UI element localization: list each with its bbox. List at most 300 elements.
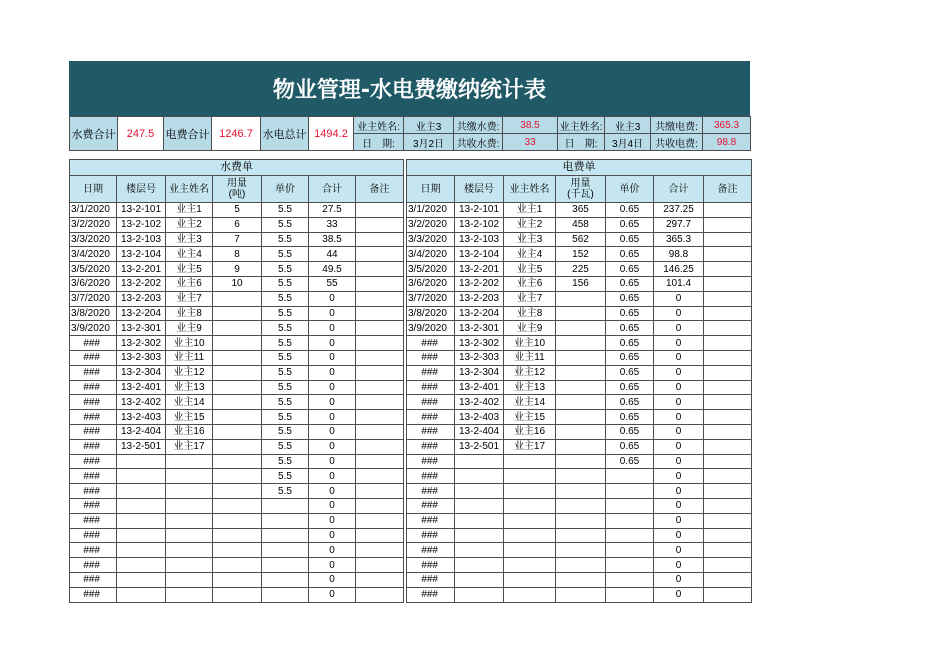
water-cell[interactable] [213,572,262,587]
electric-cell[interactable]: 0 [654,336,704,351]
electric-cell[interactable]: 98.8 [654,247,704,262]
electric-cell[interactable]: 0.65 [606,365,654,380]
electric-cell[interactable]: 13-2-103 [455,232,504,247]
water-cell[interactable]: 3/8/2020 [70,306,117,321]
water-cell[interactable]: 业主5 [166,262,213,277]
electric-cell[interactable]: 业主6 [504,276,556,291]
water-cell[interactable]: 8 [213,247,262,262]
electric-cell[interactable] [455,454,504,469]
electric-cell[interactable]: 13-2-101 [455,203,504,218]
electric-cell[interactable]: 0.65 [606,380,654,395]
electric-cell[interactable]: ### [407,528,455,543]
electric-cell[interactable]: 13-2-501 [455,439,504,454]
water-cell[interactable]: 业主15 [166,410,213,425]
electric-cell[interactable] [606,469,654,484]
water-cell[interactable]: 13-2-301 [117,321,166,336]
water-cell[interactable]: 业主16 [166,424,213,439]
water-cell[interactable]: 业主7 [166,291,213,306]
electric-cell[interactable]: 0 [654,321,704,336]
water-cell[interactable]: 13-2-304 [117,365,166,380]
water-cell[interactable]: ### [70,380,117,395]
electric-cell[interactable]: 0 [654,380,704,395]
water-cell[interactable]: 3/1/2020 [70,203,117,218]
water-cell[interactable]: 5.5 [262,262,309,277]
water-cell[interactable] [117,572,166,587]
electric-cell[interactable]: 3/4/2020 [407,247,455,262]
electric-cell[interactable]: 0 [654,454,704,469]
electric-cell[interactable]: 225 [556,262,606,277]
electric-cell[interactable]: 13-2-403 [455,410,504,425]
electric-cell[interactable]: 0 [654,513,704,528]
water-cell[interactable]: 0 [309,321,356,336]
electric-cell[interactable] [504,513,556,528]
electric-cell[interactable] [455,558,504,573]
water-cell[interactable] [356,380,404,395]
water-cell[interactable]: 5.5 [262,336,309,351]
water-cell[interactable] [117,469,166,484]
electric-cell[interactable] [704,469,752,484]
water-cell[interactable]: 业主4 [166,247,213,262]
water-cell[interactable] [356,306,404,321]
water-recv-value[interactable]: 33 [503,134,558,151]
water-cell[interactable] [356,558,404,573]
water-cell[interactable]: 6 [213,217,262,232]
electric-cell[interactable]: 3/3/2020 [407,232,455,247]
water-cell[interactable] [356,484,404,499]
electric-cell[interactable]: 业主2 [504,217,556,232]
electric-cell[interactable]: ### [407,543,455,558]
water-cell[interactable] [356,439,404,454]
water-cell[interactable]: 3/6/2020 [70,276,117,291]
water-cell[interactable]: 5.5 [262,365,309,380]
water-cell[interactable] [117,587,166,602]
water-cell[interactable] [213,469,262,484]
water-cell[interactable]: ### [70,484,117,499]
water-cell[interactable]: 5.5 [262,439,309,454]
water-cell[interactable]: 13-2-402 [117,395,166,410]
water-cell[interactable]: 49.5 [309,262,356,277]
electric-cell[interactable] [504,558,556,573]
electric-cell[interactable] [556,395,606,410]
water-cell[interactable]: 38.5 [309,232,356,247]
electric-cell[interactable] [606,513,654,528]
water-cell[interactable]: ### [70,543,117,558]
electric-cell[interactable]: 业主4 [504,247,556,262]
electric-cell[interactable]: 0 [654,469,704,484]
electric-cell[interactable]: 业主13 [504,380,556,395]
electric-cell[interactable] [556,469,606,484]
water-cell[interactable] [166,454,213,469]
electric-cell[interactable] [455,543,504,558]
electric-cell[interactable] [704,276,752,291]
electric-cell[interactable]: 152 [556,247,606,262]
water-cell[interactable]: 13-2-201 [117,262,166,277]
electric-cell[interactable] [455,498,504,513]
water-cell[interactable]: 0 [309,395,356,410]
electric-cell[interactable]: 13-2-304 [455,365,504,380]
water-cell[interactable]: 5.5 [262,217,309,232]
electric-cell[interactable] [704,365,752,380]
water-cell[interactable] [213,424,262,439]
electric-cell[interactable]: ### [407,365,455,380]
electric-cell[interactable] [704,395,752,410]
water-cell[interactable]: 13-2-103 [117,232,166,247]
water-cell[interactable] [117,543,166,558]
water-cell[interactable]: 13-2-303 [117,350,166,365]
electric-cell[interactable] [704,247,752,262]
electric-cell[interactable]: ### [407,410,455,425]
water-total-value[interactable]: 247.5 [118,117,164,151]
water-cell[interactable] [117,454,166,469]
water-cell[interactable]: 55 [309,276,356,291]
electric-cell[interactable]: 0.65 [606,439,654,454]
electric-cell[interactable] [504,587,556,602]
electric-cell[interactable]: 0.65 [606,336,654,351]
water-cell[interactable] [356,572,404,587]
water-cell[interactable]: 0 [309,513,356,528]
electric-cell[interactable]: 13-2-202 [455,276,504,291]
water-cell[interactable]: 5.5 [262,306,309,321]
electric-cell[interactable] [606,484,654,499]
water-cell[interactable]: ### [70,365,117,380]
water-cell[interactable] [356,395,404,410]
water-cell[interactable]: 3/2/2020 [70,217,117,232]
electric-cell[interactable]: 13-2-303 [455,350,504,365]
water-cell[interactable] [213,336,262,351]
electric-cell[interactable]: 3/7/2020 [407,291,455,306]
electric-cell[interactable]: ### [407,336,455,351]
water-cell[interactable] [213,498,262,513]
water-cell[interactable] [213,439,262,454]
electric-cell[interactable] [606,558,654,573]
electric-cell[interactable]: 297.7 [654,217,704,232]
water-cell[interactable] [213,543,262,558]
water-cell[interactable]: ### [70,558,117,573]
water-cell[interactable]: ### [70,572,117,587]
water-cell[interactable] [262,572,309,587]
water-cell[interactable] [213,410,262,425]
electric-cell[interactable]: 业主3 [504,232,556,247]
water-cell[interactable] [213,395,262,410]
electric-cell[interactable] [556,380,606,395]
electric-cell[interactable] [455,587,504,602]
electric-cell[interactable] [556,528,606,543]
water-cell[interactable] [356,513,404,528]
electric-cell[interactable] [606,572,654,587]
water-cell[interactable] [356,424,404,439]
water-cell[interactable] [262,498,309,513]
water-cell[interactable] [213,291,262,306]
electric-cell[interactable] [704,528,752,543]
water-cell[interactable]: 业主11 [166,350,213,365]
water-cell[interactable]: 44 [309,247,356,262]
electric-cell[interactable]: ### [407,395,455,410]
water-cell[interactable] [166,572,213,587]
electric-cell[interactable]: 365 [556,203,606,218]
electric-cell[interactable] [556,336,606,351]
electric-cell[interactable] [455,484,504,499]
water-cell[interactable] [117,513,166,528]
water-cell[interactable]: 5.5 [262,469,309,484]
electric-cell[interactable] [704,410,752,425]
electric-cell[interactable]: 458 [556,217,606,232]
water-cell[interactable]: 13-2-401 [117,380,166,395]
electric-cell[interactable]: 0.65 [606,276,654,291]
water-cell[interactable] [356,498,404,513]
water-cell[interactable]: 3/9/2020 [70,321,117,336]
electric-cell[interactable]: 0 [654,291,704,306]
electric-cell[interactable] [704,498,752,513]
water-cell[interactable] [356,528,404,543]
electric-cell[interactable]: 0.65 [606,247,654,262]
electric-cell[interactable]: ### [407,587,455,602]
electric-cell[interactable] [704,439,752,454]
water-cell[interactable] [356,262,404,277]
electric-cell[interactable]: ### [407,380,455,395]
electric-cell[interactable]: 3/2/2020 [407,217,455,232]
electric-cell[interactable]: 13-2-104 [455,247,504,262]
water-cell[interactable]: 0 [309,528,356,543]
electric-cell[interactable] [704,454,752,469]
electric-cell[interactable]: 562 [556,232,606,247]
electric-cell[interactable] [504,543,556,558]
electric-cell[interactable] [556,350,606,365]
water-cell[interactable]: 13-2-104 [117,247,166,262]
water-cell[interactable] [213,484,262,499]
electric-cell[interactable]: 0 [654,587,704,602]
water-cell[interactable]: 27.5 [309,203,356,218]
electric-cell[interactable] [556,306,606,321]
water-cell[interactable]: 5.5 [262,203,309,218]
water-cell[interactable] [166,587,213,602]
electric-cell[interactable]: 0 [654,484,704,499]
water-cell[interactable] [213,513,262,528]
water-cell[interactable]: 业主8 [166,306,213,321]
electric-cell[interactable]: 365.3 [654,232,704,247]
water-cell[interactable]: ### [70,336,117,351]
water-cell[interactable] [262,543,309,558]
water-cell[interactable] [117,484,166,499]
water-cell[interactable]: 0 [309,291,356,306]
water-cell[interactable]: 0 [309,587,356,602]
electric-cell[interactable]: 101.4 [654,276,704,291]
electric-cell[interactable]: 业主16 [504,424,556,439]
water-cell[interactable]: 0 [309,350,356,365]
electric-cell[interactable]: ### [407,513,455,528]
water-cell[interactable]: 0 [309,558,356,573]
electric-cell[interactable]: 业主11 [504,350,556,365]
water-cell[interactable] [356,321,404,336]
water-cell[interactable] [356,410,404,425]
water-cell[interactable]: 9 [213,262,262,277]
water-cell[interactable]: 5.5 [262,410,309,425]
water-cell[interactable] [356,276,404,291]
water-cell[interactable]: 5.5 [262,291,309,306]
electric-cell[interactable]: 0 [654,498,704,513]
water-cell[interactable]: ### [70,513,117,528]
water-cell[interactable] [213,587,262,602]
electric-cell[interactable]: 0 [654,306,704,321]
electric-cell[interactable] [704,232,752,247]
electric-cell[interactable] [504,498,556,513]
water-cell[interactable]: ### [70,395,117,410]
water-cell[interactable]: 0 [309,365,356,380]
water-cell[interactable] [213,454,262,469]
water-cell[interactable]: ### [70,350,117,365]
water-cell[interactable]: 13-2-403 [117,410,166,425]
water-cell[interactable]: 0 [309,306,356,321]
electric-cell[interactable]: ### [407,454,455,469]
water-cell[interactable] [356,543,404,558]
water-cell[interactable]: 13-2-501 [117,439,166,454]
water-cell[interactable]: 业主14 [166,395,213,410]
water-cell[interactable] [213,350,262,365]
electric-cell[interactable] [704,558,752,573]
electric-cell[interactable] [606,543,654,558]
water-paid-value[interactable]: 38.5 [503,117,558,134]
water-cell[interactable]: ### [70,469,117,484]
water-cell[interactable] [213,558,262,573]
electric-cell[interactable]: ### [407,484,455,499]
water-cell[interactable] [262,513,309,528]
elec-paid-value[interactable]: 365.3 [703,117,751,134]
water-cell[interactable]: ### [70,498,117,513]
water-cell[interactable] [117,528,166,543]
electric-cell[interactable]: 业主14 [504,395,556,410]
electric-cell[interactable]: 3/1/2020 [407,203,455,218]
electric-cell[interactable]: 0 [654,528,704,543]
electric-cell[interactable]: ### [407,498,455,513]
electric-cell[interactable]: 业主1 [504,203,556,218]
electric-cell[interactable]: 13-2-201 [455,262,504,277]
electric-cell[interactable] [606,528,654,543]
water-cell[interactable] [356,217,404,232]
electric-cell[interactable] [704,321,752,336]
electric-cell[interactable] [504,454,556,469]
water-cell[interactable]: ### [70,587,117,602]
electric-cell[interactable] [704,484,752,499]
water-cell[interactable] [356,203,404,218]
elec-total-value[interactable]: 1246.7 [212,117,261,151]
electric-cell[interactable]: 237.25 [654,203,704,218]
electric-cell[interactable]: ### [407,439,455,454]
electric-cell[interactable]: 0 [654,572,704,587]
electric-cell[interactable] [504,469,556,484]
water-cell[interactable] [166,543,213,558]
water-cell[interactable] [262,528,309,543]
water-cell[interactable]: 5.5 [262,424,309,439]
water-cell[interactable]: 10 [213,276,262,291]
water-cell[interactable]: 业主12 [166,365,213,380]
electric-cell[interactable] [556,558,606,573]
water-cell[interactable] [166,484,213,499]
water-cell[interactable]: 13-2-203 [117,291,166,306]
electric-cell[interactable]: 13-2-204 [455,306,504,321]
water-cell[interactable]: ### [70,454,117,469]
water-cell[interactable]: 5.5 [262,276,309,291]
water-cell[interactable] [166,513,213,528]
water-cell[interactable]: 5.5 [262,350,309,365]
water-cell[interactable]: 0 [309,498,356,513]
water-cell[interactable]: 0 [309,469,356,484]
water-cell[interactable]: 业主10 [166,336,213,351]
owner-value-water[interactable]: 业主3 [404,117,454,134]
electric-cell[interactable]: ### [407,558,455,573]
water-cell[interactable]: 0 [309,439,356,454]
electric-cell[interactable]: 13-2-301 [455,321,504,336]
water-cell[interactable]: 13-2-302 [117,336,166,351]
water-cell[interactable]: 5 [213,203,262,218]
electric-cell[interactable] [606,587,654,602]
electric-cell[interactable]: 业主5 [504,262,556,277]
electric-cell[interactable] [704,543,752,558]
water-cell[interactable]: 业主17 [166,439,213,454]
grand-total-value[interactable]: 1494.2 [309,117,354,151]
water-cell[interactable] [213,306,262,321]
water-cell[interactable]: ### [70,410,117,425]
electric-cell[interactable]: 13-2-302 [455,336,504,351]
electric-cell[interactable]: 0.65 [606,291,654,306]
water-cell[interactable]: 13-2-202 [117,276,166,291]
electric-cell[interactable]: 0 [654,395,704,410]
elec-recv-value[interactable]: 98.8 [703,134,751,151]
water-cell[interactable]: 0 [309,543,356,558]
water-cell[interactable]: ### [70,439,117,454]
water-cell[interactable]: 业主9 [166,321,213,336]
electric-cell[interactable]: 0 [654,439,704,454]
electric-cell[interactable] [504,572,556,587]
electric-cell[interactable] [455,513,504,528]
electric-cell[interactable] [704,203,752,218]
electric-cell[interactable]: 146.25 [654,262,704,277]
electric-cell[interactable]: 0.65 [606,424,654,439]
water-cell[interactable] [262,587,309,602]
electric-cell[interactable]: ### [407,572,455,587]
water-cell[interactable]: 5.5 [262,380,309,395]
water-cell[interactable]: 3/3/2020 [70,232,117,247]
electric-cell[interactable]: 13-2-401 [455,380,504,395]
electric-cell[interactable]: 0.65 [606,203,654,218]
water-cell[interactable] [356,291,404,306]
water-cell[interactable] [213,528,262,543]
electric-cell[interactable] [704,350,752,365]
electric-cell[interactable] [556,587,606,602]
water-cell[interactable] [117,558,166,573]
electric-cell[interactable]: 业主7 [504,291,556,306]
electric-cell[interactable]: 0.65 [606,217,654,232]
water-cell[interactable]: 5.5 [262,395,309,410]
electric-cell[interactable] [556,513,606,528]
water-cell[interactable]: 业主6 [166,276,213,291]
electric-cell[interactable] [556,291,606,306]
water-cell[interactable]: 3/7/2020 [70,291,117,306]
date-value-water[interactable]: 3月2日 [404,134,454,151]
water-cell[interactable]: 7 [213,232,262,247]
electric-cell[interactable] [704,262,752,277]
electric-cell[interactable] [556,321,606,336]
electric-cell[interactable]: 3/8/2020 [407,306,455,321]
electric-cell[interactable]: 0.65 [606,395,654,410]
electric-cell[interactable] [556,572,606,587]
water-cell[interactable]: 0 [309,572,356,587]
water-cell[interactable] [166,469,213,484]
electric-cell[interactable]: ### [407,350,455,365]
electric-cell[interactable] [704,424,752,439]
water-cell[interactable]: 0 [309,484,356,499]
electric-cell[interactable]: 0.65 [606,321,654,336]
water-cell[interactable]: 业主1 [166,203,213,218]
electric-cell[interactable] [556,365,606,380]
